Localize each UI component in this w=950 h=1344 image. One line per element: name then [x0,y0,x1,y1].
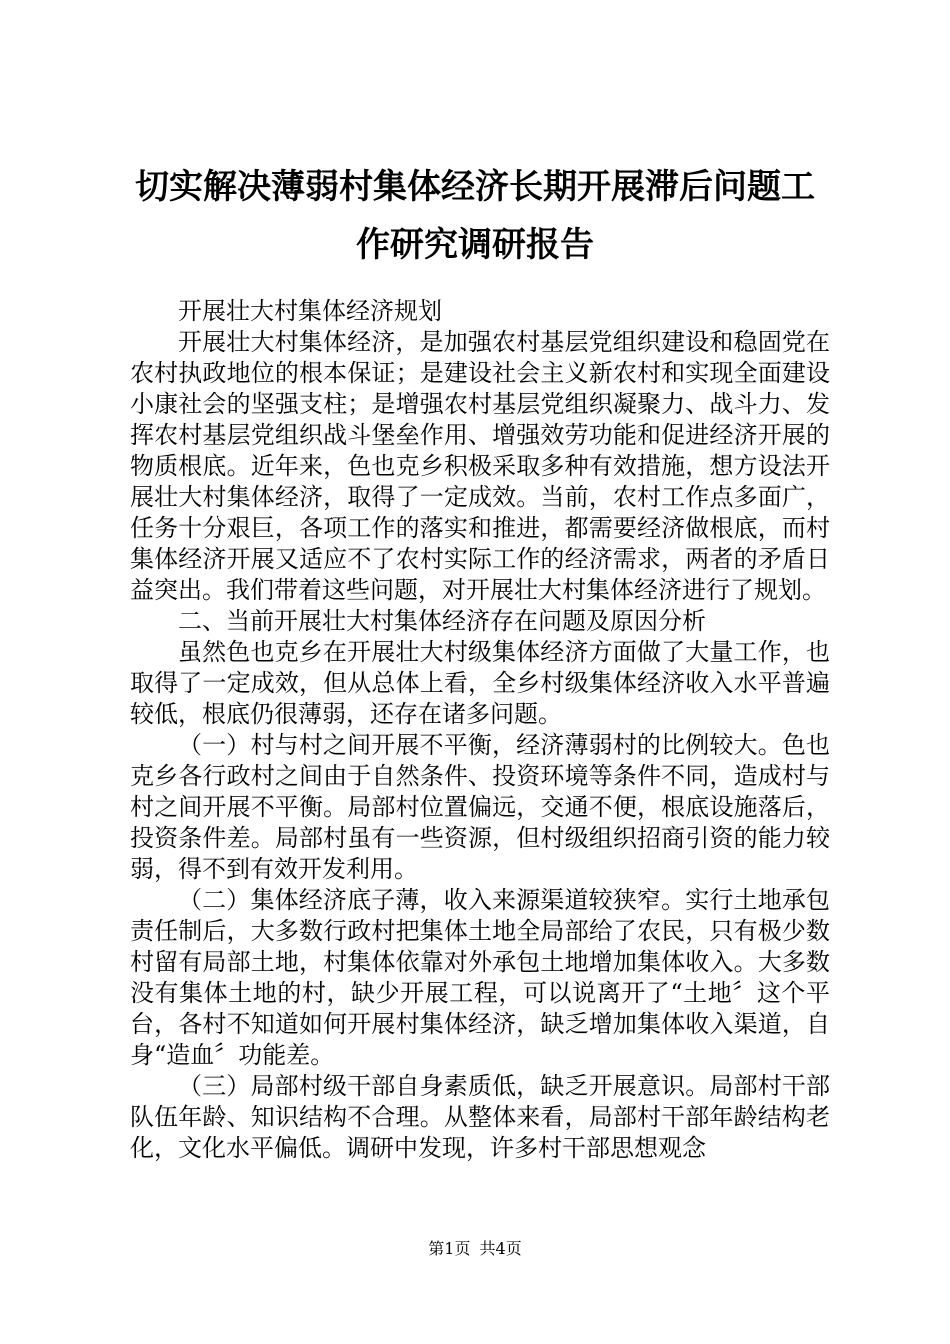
title-line-2: 作研究调研报告 [356,225,594,265]
section-heading-plan: 开展壮大村集体经济规划 [178,297,442,325]
paragraph-point-3: （三）局部村级干部自身素质低，缺乏开展意识。局部村干部队伍年龄、知识结构不合理。从整体来看，局部村干部年龄结构老化，文化水平偏低。调研中发现，许多村干部思想观念 [130,1072,830,1162]
page-number: 第1页 [428,1239,471,1258]
page-footer [0,1238,950,1260]
paragraph-overview: 虽然色也克乡在开展壮大村级集体经济方面做了大量工作，也取得了一定成效，但从总体上看，全乡村级集体经济收入水平普遍较低，根底仍很薄弱，还存在诸多问题。 [130,638,830,728]
title-line-1: 切实解决薄弱村集体经济长期开展滞后问题工 [135,167,815,207]
page-total: 共4页 [479,1239,522,1258]
paragraph-intro: 开展壮大村集体经济，是加强农村基层党组织建设和稳固党在农村执政地位的根本保证；是建设社会主义新农村和实现全面建设小康社会的坚强支柱；是增强农村基层党组织凝聚力、战斗力、发挥农村基层党组织战斗堡垒作用、增强效劳功能和促进经济开展的物质根底。近年来，色也克乡积极采取多种有效措施，想方设法开展壮大村集体经济，取得了一定成效。当前，农村工作点多面广，任务十分艰巨，各项工作的落实和推进，都需要经济做根底，而村集体经济开展又适应不了农村实际工作的经济需求，两者的矛盾日益突出。我们带着这些问题，对开展壮大村集体经济进行了规划。 [130,328,830,604]
paragraph-point-1: （一）村与村之间开展不平衡，经济薄弱村的比例较大。色也克乡各行政村之间由于自然条件、投资环境等条件不同，造成村与村之间开展不平衡。局部村位置偏远，交通不便，根底设施落后，投资条件差。局部村虽有一些资源，但村级组织招商引资的能力较弱，得不到有效开发利用。 [130,731,830,883]
section-heading-problems: 二、当前开展壮大村集体经济存在问题及原因分析 [178,607,706,635]
paragraph-point-2: （二）集体经济底子薄，收入来源渠道较狭窄。实行土地承包责任制后，大多数行政村把集体土地全局部给了农民，只有极少数村留有局部土地，村集体依靠对外承包土地增加集体收入。大多数没有集体土地的村，缺少开展工程，可以说离开了“土地〞这个平台，各村不知道如何开展村集体经济，缺乏增加集体收入渠道，自身“造血〞功能差。 [130,886,830,1069]
document-body [130,296,830,1164]
document-title [120,158,830,274]
